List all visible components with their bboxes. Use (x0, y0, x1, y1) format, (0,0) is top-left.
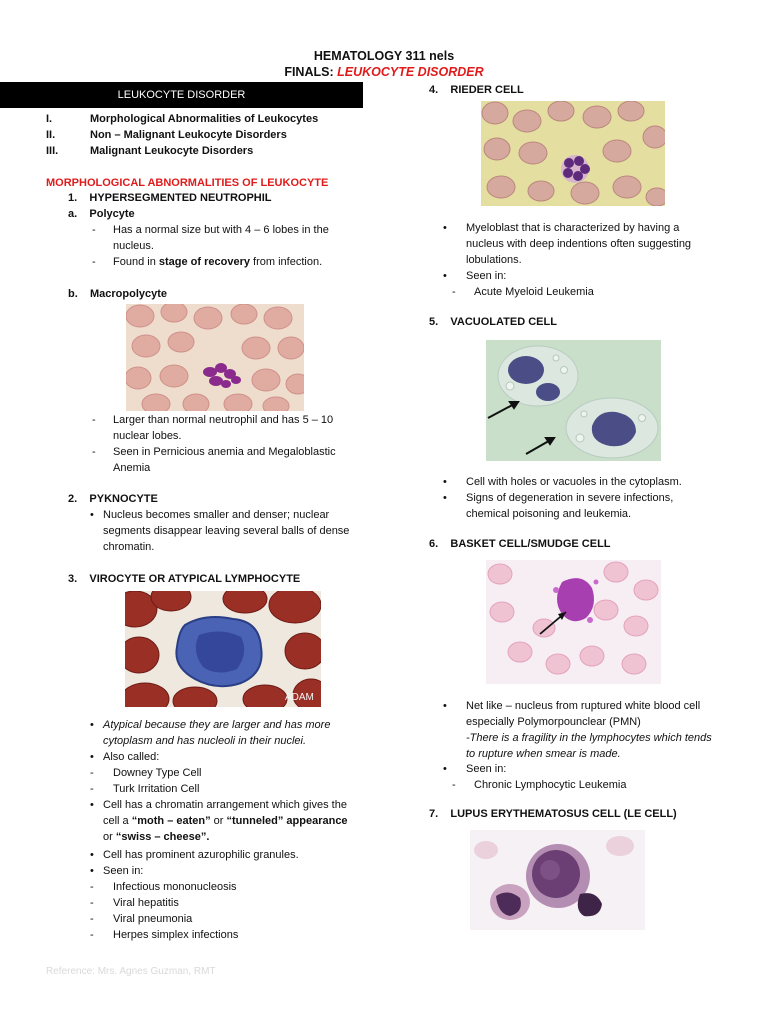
s5-b1: Cell with holes or vacuoles in the cytoplasm. (466, 476, 682, 488)
s3-seen: Viral hepatitis (113, 897, 179, 909)
basket-cell-image (486, 560, 661, 684)
s6-b1-note: -There is a fragility in the lymphocytes which tends (466, 732, 712, 744)
s1-b-item: nuclear lobes. (113, 430, 182, 442)
s5-b2: Signs of degeneration in severe infections, (466, 492, 674, 504)
section-heading: MORPHOLOGICAL ABNORMALITIES OF LEUKOCYTE (46, 177, 329, 189)
s1-b-title: b. Macropolycyte (68, 288, 168, 300)
s3-title: 3. VIROCYTE OR ATYPICAL LYMPHOCYTE (68, 573, 301, 585)
s3-b3: or “swiss – cheese”. (103, 831, 210, 843)
le-cell-image (470, 830, 645, 930)
s2-line: segments disappear leaving several balls of dense (103, 525, 350, 537)
s6-title: 6. BASKET CELL/SMUDGE CELL (429, 538, 611, 550)
subtitle-accent: LEUKOCYTE DISORDER (337, 65, 484, 79)
s1-a-item: Has a normal size but with 4 – 6 lobes in the (113, 224, 329, 236)
s4-seen: Acute Myeloid Leukemia (474, 286, 594, 298)
s1-a-item: nucleus. (113, 240, 154, 252)
s1-b-item: Seen in Pernicious anemia and Megaloblastic (113, 446, 336, 458)
s1-a-item: Found in stage of recovery from infection. (113, 256, 323, 268)
s5-b2: chemical poisoning and leukemia. (466, 508, 632, 520)
macropolycyte-image (126, 304, 304, 411)
s3-seen: Infectious mononucleosis (113, 881, 237, 893)
s1-b-item: Larger than normal neutrophil and has 5 – 10 (113, 414, 334, 426)
s6-b1: especially Polymorpounclear (PMN) (466, 716, 641, 728)
section-banner: LEUKOCYTE DISORDER (0, 82, 363, 108)
s4-title: 4. RIEDER CELL (429, 84, 524, 96)
s4-b2: Seen in: (466, 270, 507, 282)
s3-b3: Cell has a chromatin arrangement which gives the (103, 799, 347, 811)
s6-b1-note: to rupture when smear is made. (466, 748, 621, 760)
s1-title: 1. HYPERSEGMENTED NEUTROPHIL (68, 192, 272, 204)
s3-aka: Downey Type Cell (113, 767, 202, 779)
vacuolated-image (486, 340, 661, 461)
s2-line: Nucleus becomes smaller and denser; nuclear (103, 509, 330, 521)
s4-b1: Myeloblast that is characterized by having a (466, 222, 680, 234)
s6-b2: Seen in: (466, 763, 507, 775)
s4-b1: lobulations. (466, 254, 522, 266)
s3-seen: Herpes simplex infections (113, 929, 239, 941)
s7-title: 7. LUPUS ERYTHEMATOSUS CELL (LE CELL) (429, 808, 677, 820)
s4-b1: nucleus with deep indentions often suggesting (466, 238, 692, 250)
s1-b-item: Anemia (113, 462, 151, 474)
s3-b4: Cell has prominent azurophilic granules. (103, 849, 299, 861)
rieder-image (481, 101, 665, 206)
svg-text:ADAM: ADAM (285, 692, 314, 703)
s3-b1: cytoplasm and has nucleoli in their nuclei. (103, 735, 307, 747)
s2-line: chromatin. (103, 541, 155, 553)
doc-subtitle: FINALS: LEUKOCYTE DISORDER (284, 65, 484, 79)
virocyte-image (125, 591, 321, 707)
s3-b3: cell a “moth – eaten” or “tunneled” appearance (103, 815, 348, 827)
s3-seen: Viral pneumonia (113, 913, 193, 925)
s3-b5: Seen in: (103, 865, 144, 877)
s3-b1: Atypical because they are larger and has more (103, 719, 331, 731)
s6-seen: Chronic Lymphocytic Leukemia (474, 779, 627, 791)
s3-b2: Also called: (103, 751, 160, 763)
s5-title: 5. VACUOLATED CELL (429, 316, 557, 328)
s1-a-title: a. Polycyte (68, 208, 135, 220)
reference-footer: Reference: Mrs. Agnes Guzman, RMT (46, 966, 216, 977)
s6-b1: Net like – nucleus from ruptured white blood cell (466, 700, 701, 712)
s3-aka: Turk Irritation Cell (113, 783, 200, 795)
s2-title: 2. PYKNOCYTE (68, 493, 158, 505)
doc-title: HEMATOLOGY 311 nels (313, 49, 455, 63)
